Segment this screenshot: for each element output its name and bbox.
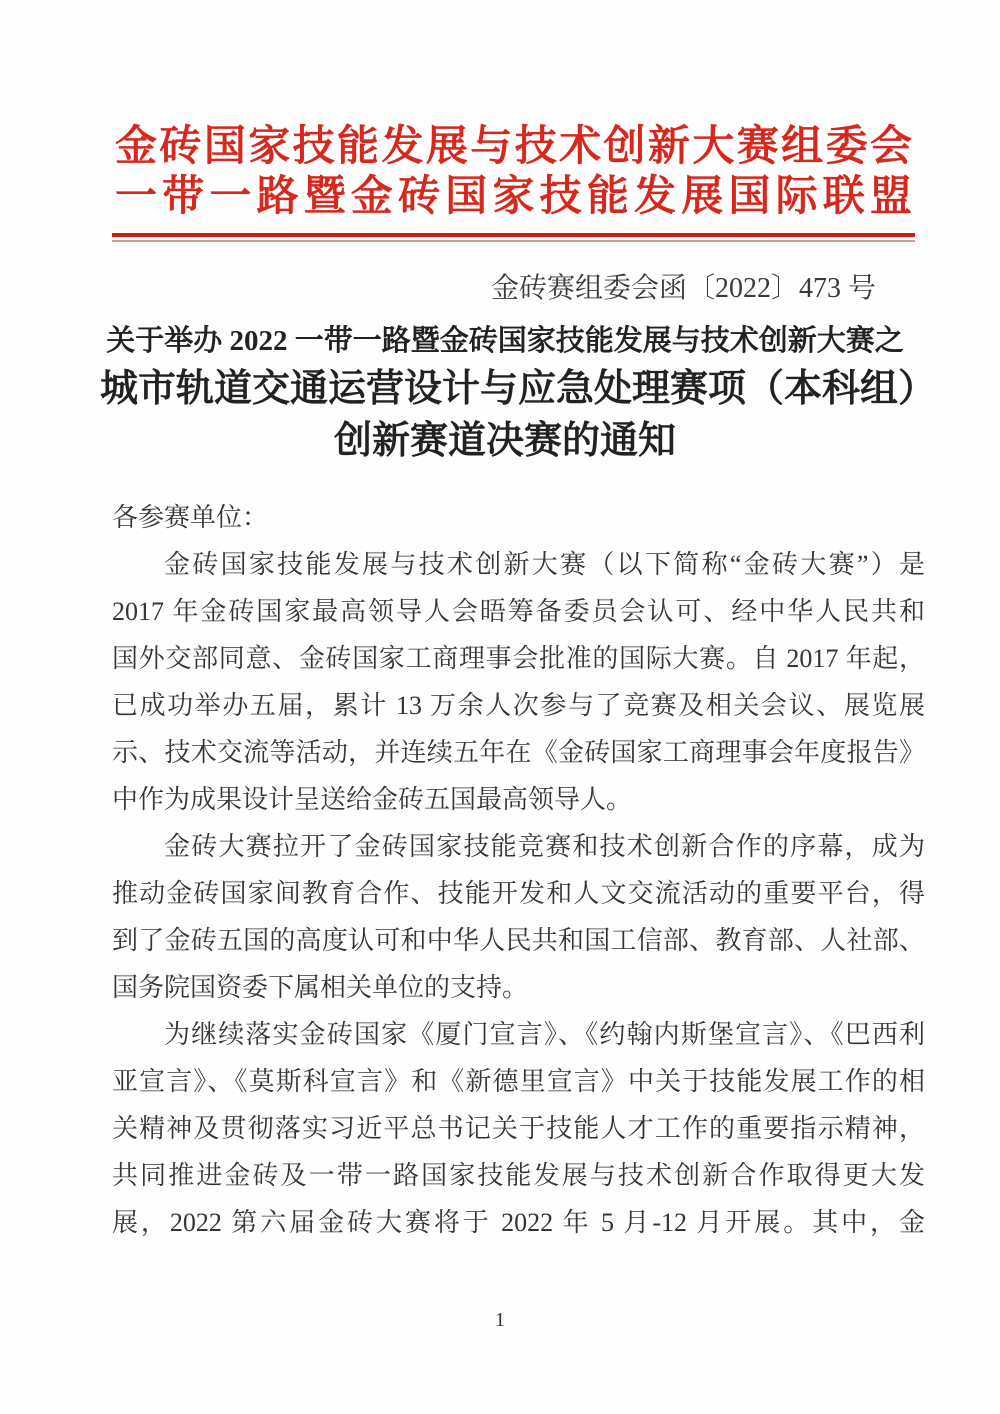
body-line: 共同推进金砖及一带一路国家技能发展与技术创新合作取得更大发	[112, 1161, 925, 1190]
body-line: 到了金砖五国的高度认可和中华人民共和国工信部、教育部、人社部、	[112, 926, 925, 955]
body-line: 示、技术交流等活动，并连续五年在《金砖国家工商理事会年度报告》	[112, 738, 925, 767]
body-line: 中作为成果设计呈送给金砖五国最高领导人。	[112, 785, 633, 814]
body-line: 国务院国资委下属相关单位的支持。	[112, 973, 529, 1002]
salutation: 各参赛单位：	[112, 503, 269, 532]
body-paragraphs	[112, 541, 925, 1246]
body-paragraph	[112, 541, 925, 823]
body-line: 金砖国家技能发展与技术创新大赛（以下简称“金砖大赛”）是	[164, 550, 925, 579]
body-line: 2017 年金砖国家最高领导人会晤筹备委员会认可、经中华人民共和	[112, 597, 925, 626]
doc-number: 金砖赛组委会函〔2022〕473 号	[490, 273, 876, 304]
page-number: 1	[495, 1309, 505, 1331]
body-line: 为继续落实金砖国家《厦门宣言》、《约翰内斯堡宣言》、《巴西利	[164, 1020, 925, 1049]
letterhead-org-line-1: 金砖国家技能发展与技术创新大赛组委会	[115, 124, 912, 170]
body-line: 已成功举办五届，累计 13 万余人次参与了竞赛及相关会议、展览展	[112, 691, 925, 720]
body-line: 推动金砖国家间教育合作、技能开发和人文交流活动的重要平台，得	[112, 879, 925, 908]
body-line: 金砖大赛拉开了金砖国家技能竞赛和技术创新合作的序幕，成为	[164, 832, 925, 861]
body-paragraph	[112, 823, 925, 1011]
letterhead	[115, 122, 912, 222]
notice-title-line-2: 城市轨道交通运营设计与应急处理赛项（本科组）	[100, 368, 937, 410]
notice-title-line-1: 关于举办 2022 一带一路暨金砖国家技能发展与技术创新大赛之	[106, 325, 904, 357]
red-separator-thick	[112, 233, 915, 237]
body-line: 亚宣言》、《莫斯科宣言》和《新德里宣言》中关于技能发展工作的相	[112, 1067, 925, 1096]
body-line: 关精神及贯彻落实习近平总书记关于技能人才工作的重要指示精神，	[112, 1114, 925, 1143]
body-line: 国外交部同意、金砖国家工商理事会批准的国际大赛。自 2017 年起，	[112, 644, 925, 673]
body-text	[112, 494, 925, 1246]
notice-title	[100, 320, 937, 466]
body-paragraph	[112, 1011, 925, 1246]
red-separator-thin	[112, 240, 915, 242]
body-line: 展，2022 第六届金砖大赛将于 2022 年 5 月-12 月开展。其中，金	[112, 1208, 925, 1237]
letterhead-org-line-2: 一带一路暨金砖国家技能发展国际联盟	[115, 174, 912, 220]
notice-title-line-3: 创新赛道决赛的通知	[333, 420, 676, 462]
